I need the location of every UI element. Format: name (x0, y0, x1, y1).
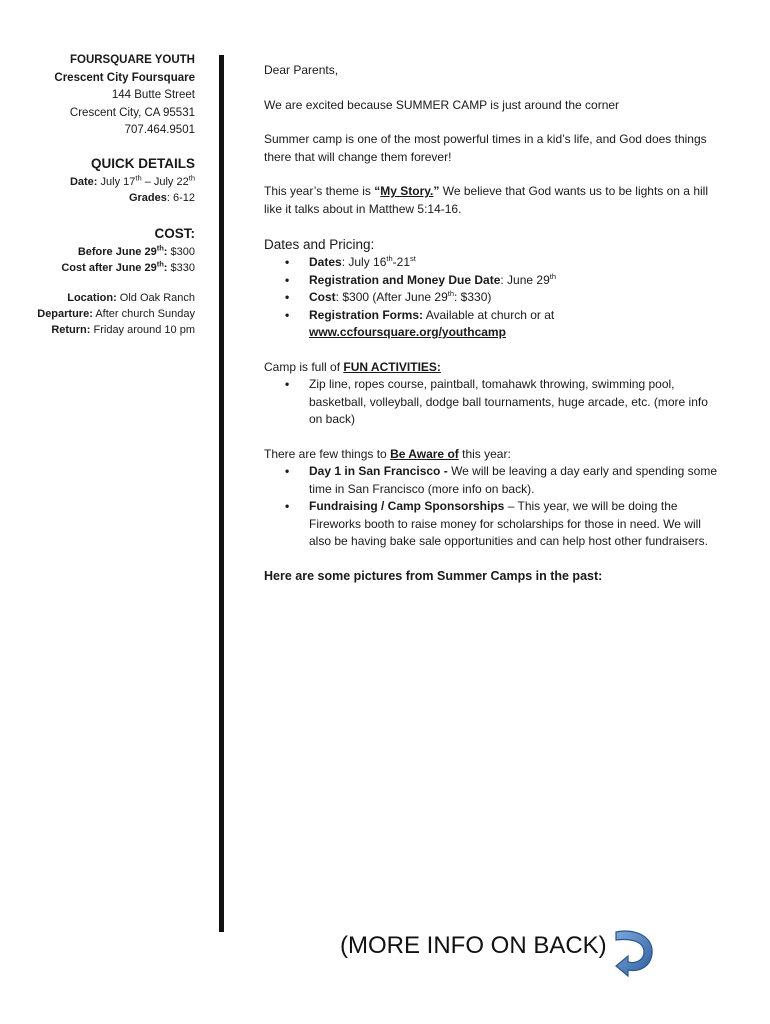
cost-before-value: $300 (167, 245, 195, 258)
pictures-heading: Here are some pictures from Summer Camps in the past: (264, 568, 603, 583)
cost-before-row (10, 244, 195, 260)
grades-label: Grades (128, 191, 167, 204)
letter-body (264, 62, 724, 585)
cost-before-label: Before June 29th: (77, 242, 168, 258)
grades-value: : 6-12 (166, 191, 195, 204)
departure-row (10, 306, 195, 322)
theme-title: My Story. (380, 184, 434, 198)
departure-label: Departure: (37, 307, 93, 320)
theme-paragraph: This year’s theme is “My Story.” We believe that God wants us to be lights on a hill like it talks about in Matthew 5:14-16. (264, 184, 708, 216)
date-start: July 17 (100, 175, 136, 188)
list-item: • Fundraising / Camp Sponsorships – This year, we will be doing the Fireworks booth to raise money for scholarships for those in need. We will also be having bake sale opportunities and can help host other fundraisers. (285, 499, 708, 548)
paragraph-powerful: Summer camp is one of the most powerful times in a kid’s life, and God does things there that will change them forever! (264, 132, 707, 164)
location-row (10, 290, 195, 306)
date-end-sup: th (188, 172, 195, 182)
date-end: – July 22 (141, 175, 189, 188)
org-name: FOURSQUARE YOUTH (69, 54, 195, 66)
location-value: Old Oak Ranch (116, 291, 195, 304)
phone-number: 707.464.9501 (124, 124, 195, 136)
curved-arrow-icon (612, 926, 658, 982)
list-item: • Dates: July 16th-21st (285, 254, 416, 269)
vertical-divider (219, 55, 224, 932)
registration-link[interactable]: www.ccfoursquare.org/youthcamp (309, 325, 506, 339)
fun-list (264, 376, 724, 429)
aware-heading: There are few things to Be Aware of this year: (264, 446, 511, 461)
location-label: Location: (67, 291, 117, 304)
more-info-footer: (MORE INFO ON BACK) (340, 932, 607, 959)
return-label: Return: (51, 323, 91, 336)
sidebar (10, 52, 195, 338)
greeting: Dear Parents, (264, 63, 339, 77)
aware-list (264, 463, 724, 551)
dates-heading: Dates and Pricing: (264, 237, 375, 252)
street-address: 144 Butte Street (111, 89, 195, 101)
list-item: • Cost: $300 (After June 29th: $330) (285, 289, 492, 304)
cost-after-label: Cost after June 29th: (61, 258, 168, 274)
list-item: • Registration Forms: Available at church or at www.ccfoursquare.org/youthcamp (285, 307, 555, 339)
city-address: Crescent City, CA 95531 (69, 106, 195, 119)
cost-after-value: $330 (167, 261, 195, 274)
date-start-sup: th (135, 172, 142, 182)
grades-row (10, 190, 195, 206)
date-label: Date: (69, 175, 98, 188)
return-value: Friday around 10 pm (90, 323, 195, 336)
date-row (10, 174, 195, 190)
return-row (10, 322, 195, 338)
dates-list (264, 254, 724, 342)
list-item: • Day 1 in San Francisco - We will be leaving a day early and spending some time in San Francisco (more info on back). (285, 464, 717, 496)
departure-value: After church Sunday (92, 307, 195, 320)
cost-heading: COST: (154, 225, 195, 241)
fun-heading: Camp is full of FUN ACTIVITIES: (264, 359, 441, 374)
intro-line: We are excited because SUMMER CAMP is just around the corner (264, 97, 620, 112)
list-item: • Zip line, ropes course, paintball, tomahawk throwing, swimming pool, basketball, volleyball, dodge ball tournaments, huge arcade, etc. (more info on back) (285, 377, 708, 426)
church-name: Crescent City Foursquare (54, 71, 195, 84)
cost-after-row (10, 260, 195, 276)
list-item: • Registration and Money Due Date: June 29th (285, 271, 557, 287)
quick-details-heading: QUICK DETAILS (91, 155, 195, 171)
